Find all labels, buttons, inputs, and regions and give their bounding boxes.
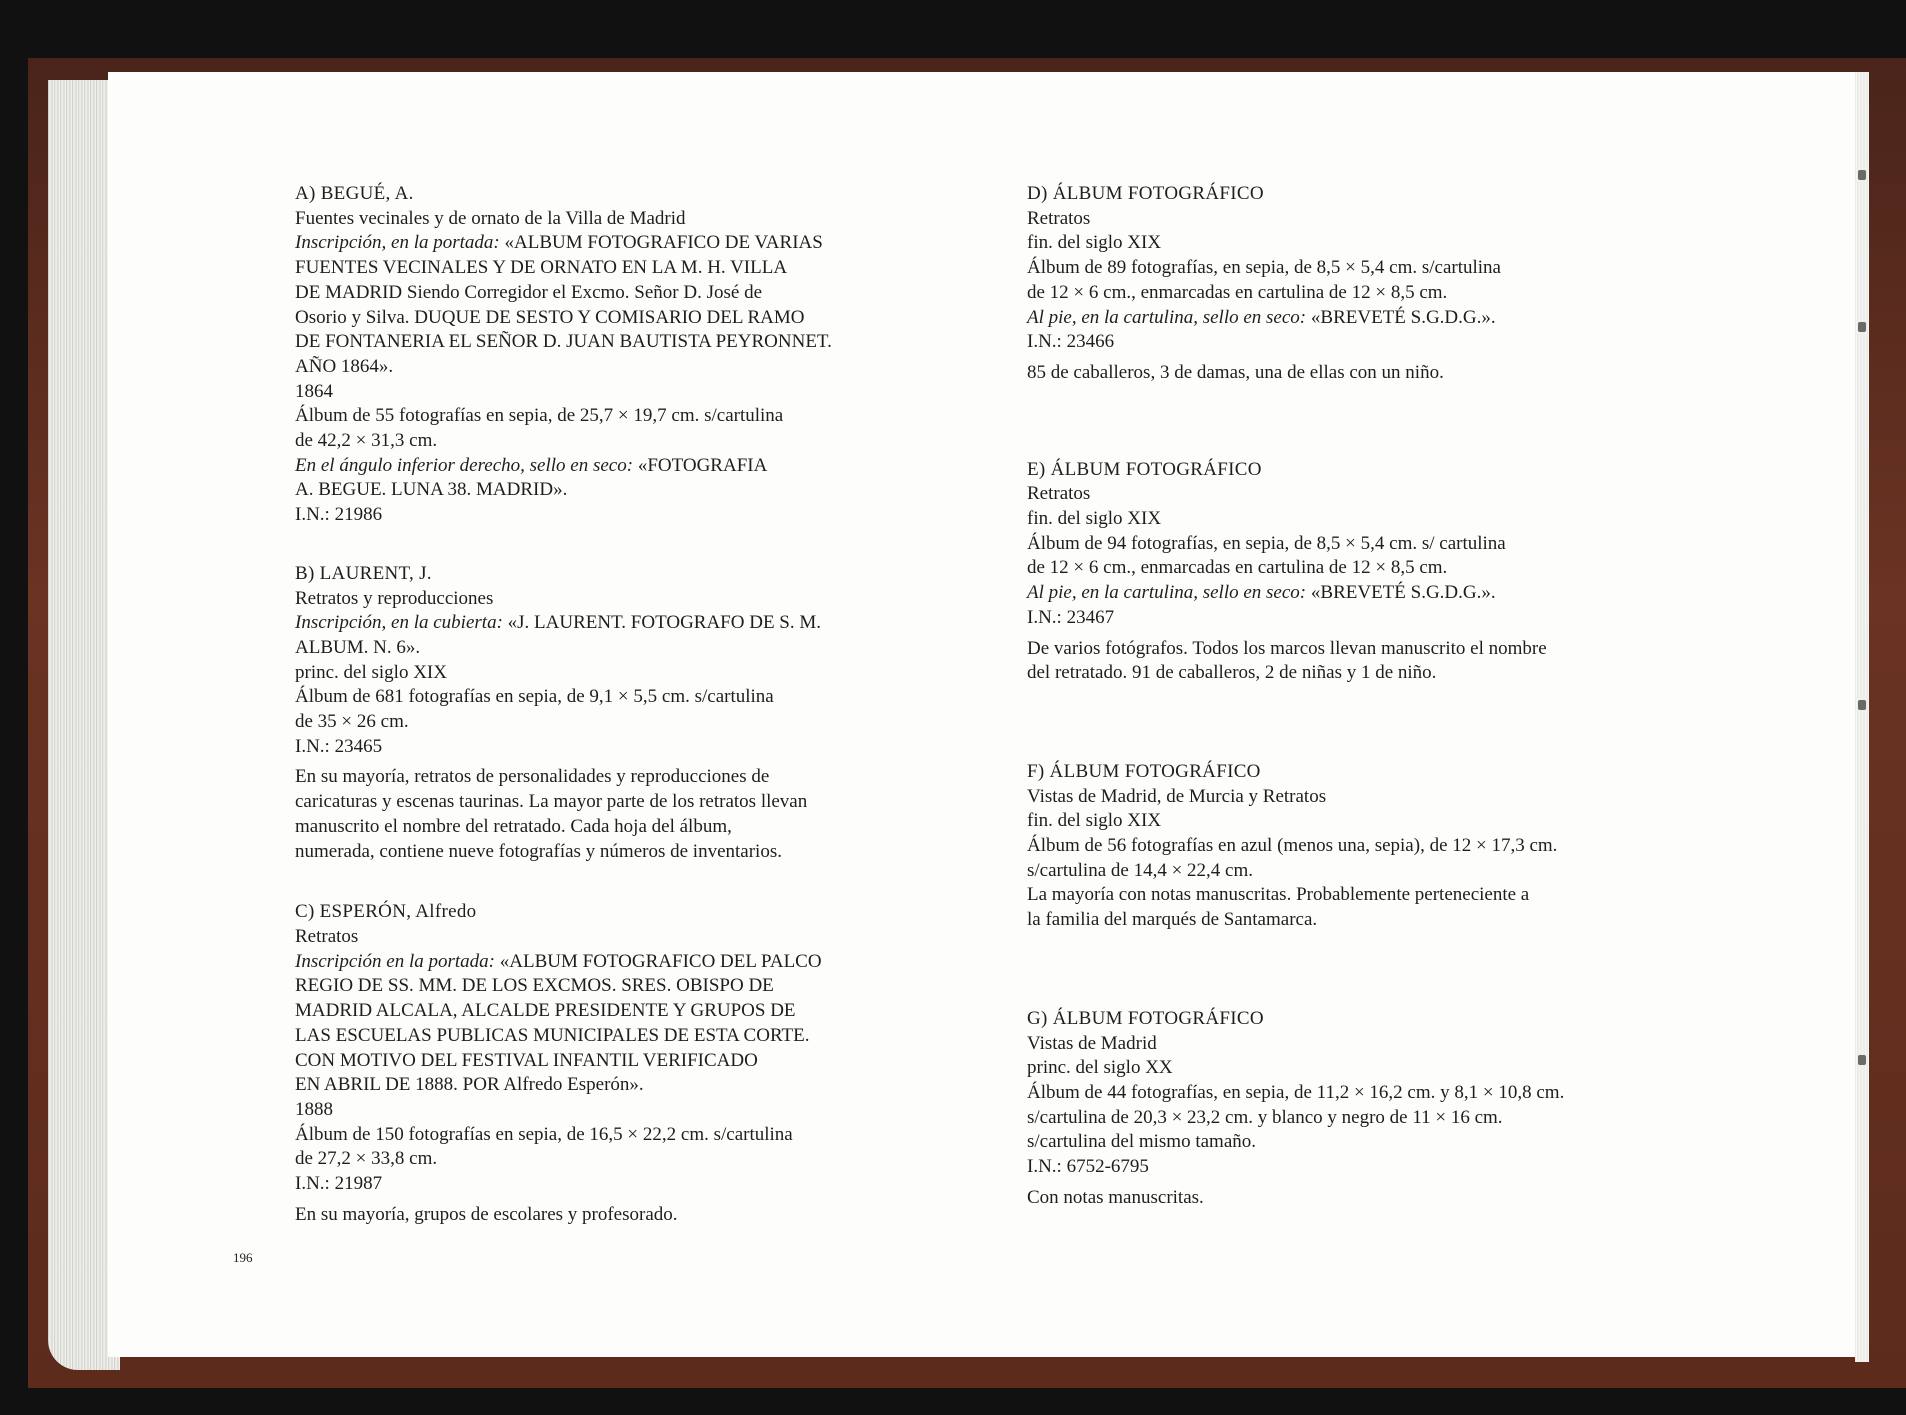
entry-line: 85 de caballeros, 3 de damas, una de ellas con un niño. <box>1027 361 1444 383</box>
entry-line: 1888 <box>295 1098 333 1120</box>
inscription-text: «J. LAURENT. FOTOGRAFO DE S. M. <box>502 612 822 634</box>
entry-line: Con notas manuscritas. <box>1027 1186 1204 1208</box>
inscription-label: En el ángulo inferior derecho, sello en seco: <box>295 454 634 476</box>
catalog-entry-e <box>1027 458 1692 686</box>
entry-line: la familia del marqués de Santamarca. <box>1027 909 1318 931</box>
entry-line: s/cartulina del mismo tamaño. <box>1027 1131 1257 1153</box>
entry-line: LAS ESCUELAS PUBLICAS MUNICIPALES DE ESTA CORTE. <box>295 1024 810 1046</box>
catalog-entry-b <box>295 562 960 864</box>
entry-line: princ. del siglo XIX <box>295 661 447 683</box>
entry-line: CON MOTIVO DEL FESTIVAL INFANTIL VERIFICADO <box>295 1049 758 1071</box>
catalog-entry-a <box>295 182 960 528</box>
catalog-entry-g <box>1027 1007 1692 1211</box>
entry-line: I.N.: 23466 <box>1027 331 1115 353</box>
entry-line: De varios fotógrafos. Todos los marcos llevan manuscrito el nombre <box>1027 637 1547 659</box>
entry-line: Álbum de 150 fotografías en sepia, de 16,5 × 22,2 cm. s/cartulina <box>295 1123 793 1145</box>
entry-line: de 42,2 × 31,3 cm. <box>295 430 438 452</box>
edge-mark <box>1858 700 1866 710</box>
entry-line: DE MADRID Siendo Corregidor el Excmo. Señor D. José de <box>295 281 763 303</box>
entry-heading: C) ESPERÓN, Alfredo <box>295 901 477 923</box>
inscription-line <box>295 231 960 256</box>
entry-heading: D) ÁLBUM FOTOGRÁFICO <box>1027 183 1264 204</box>
entry-line: Osorio y Silva. DUQUE DE SESTO Y COMISARIO DEL RAMO <box>295 306 805 328</box>
entry-line: I.N.: 21986 <box>295 504 383 526</box>
edge-mark <box>1858 170 1866 180</box>
entry-line: La mayoría con notas manuscritas. Probablemente perteneciente a <box>1027 884 1530 906</box>
page-number: 196 <box>233 1250 253 1265</box>
entry-line: fin. del siglo XIX <box>1027 508 1162 530</box>
entry-line: AÑO 1864». <box>295 355 394 377</box>
entry-line: fin. del siglo XIX <box>1027 810 1162 832</box>
entry-line: Retratos y reproducciones <box>295 587 494 609</box>
entry-line: ALBUM. N. 6». <box>295 636 421 658</box>
entry-line: Vistas de Madrid <box>1027 1032 1157 1054</box>
entry-line: MADRID ALCALA, ALCALDE PRESIDENTE Y GRUPOS DE <box>295 1000 796 1022</box>
entry-heading: B) LAURENT, J. <box>295 562 432 584</box>
entry-line: princ. del siglo XX <box>1027 1057 1173 1079</box>
entry-line: I.N.: 23465 <box>295 735 383 757</box>
entry-line: Álbum de 89 fotografías, en sepia, de 8,5 × 5,4 cm. s/cartulina <box>1027 257 1501 279</box>
entry-line: numerada, contiene nueve fotografías y números de inventarios. <box>295 840 782 862</box>
entry-line: Retratos <box>1027 483 1091 505</box>
entry-heading: E) ÁLBUM FOTOGRÁFICO <box>1027 458 1262 480</box>
edge-mark <box>1858 322 1866 332</box>
catalog-entry-d <box>1027 182 1692 386</box>
edge-mark <box>1858 1055 1866 1065</box>
entry-heading: F) ÁLBUM FOTOGRÁFICO <box>1027 760 1261 782</box>
entry-line: Álbum de 44 fotografías, en sepia, de 11,2 × 16,2 cm. y 8,1 × 10,8 cm. <box>1027 1081 1565 1103</box>
inscription-label: Inscripción, en la portada: <box>295 232 500 254</box>
entry-line: de 12 × 6 cm., enmarcadas en cartulina de 12 × 8,5 cm. <box>1027 557 1448 579</box>
catalog-entry-c <box>295 900 960 1227</box>
right-column <box>1027 182 1692 1211</box>
entry-line: En su mayoría, retratos de personalidades y reproducciones de <box>295 766 770 788</box>
entry-line: Álbum de 55 fotografías en sepia, de 25,7 × 19,7 cm. s/cartulina <box>295 405 784 427</box>
inscription-text: «BREVETÉ S.G.D.G.». <box>1306 582 1496 604</box>
entry-line: DE FONTANERIA EL SEÑOR D. JUAN BAUTISTA PEYRONNET. <box>295 331 832 353</box>
entry-line: de 27,2 × 33,8 cm. <box>295 1148 438 1170</box>
entry-line: de 35 × 26 cm. <box>295 711 409 733</box>
entry-line: del retratado. 91 de caballeros, 2 de niñas y 1 de niño. <box>1027 662 1437 684</box>
entry-line: En su mayoría, grupos de escolares y profesorado. <box>295 1203 678 1225</box>
entry-line: I.N.: 23467 <box>1027 606 1115 628</box>
inscription-text: «ALBUM FOTOGRAFICO DE VARIAS <box>499 232 823 254</box>
entry-line: fin. del siglo XIX <box>1027 232 1162 254</box>
entry-line: A. BEGUE. LUNA 38. MADRID». <box>295 479 568 501</box>
inscription-label: Al pie, en la cartulina, sello en seco: <box>1027 306 1307 328</box>
entry-line: Vistas de Madrid, de Murcia y Retratos <box>1027 785 1327 807</box>
inscription-label: Al pie, en la cartulina, sello en seco: <box>1027 582 1307 604</box>
inscription-label: Inscripción, en la cubierta: <box>295 612 503 634</box>
inscription-line <box>295 454 960 479</box>
inscription-text: «FOTOGRAFIA <box>633 454 768 476</box>
entry-line: manuscrito el nombre del retratado. Cada hoja del álbum, <box>295 815 732 837</box>
entry-line: Retratos <box>1027 207 1091 229</box>
entry-line: s/cartulina de 20,3 × 23,2 cm. y blanco y negro de 11 × 16 cm. <box>1027 1106 1503 1128</box>
inscription-line <box>295 950 960 975</box>
entry-heading: A) BEGUÉ, A. <box>295 183 414 204</box>
inscription-text: «BREVETÉ S.G.D.G.». <box>1306 306 1496 328</box>
entry-line: I.N.: 21987 <box>295 1173 383 1195</box>
entry-line: 1864 <box>295 380 333 402</box>
inscription-text: «ALBUM FOTOGRAFICO DEL PALCO <box>495 950 822 972</box>
entry-line: FUENTES VECINALES Y DE ORNATO EN LA M. H. VILLA <box>295 257 788 279</box>
entry-line: de 12 × 6 cm., enmarcadas en cartulina de 12 × 8,5 cm. <box>1027 281 1448 303</box>
entry-line: Retratos <box>295 925 359 947</box>
entry-line: Álbum de 56 fotografías en azul (menos una, sepia), de 12 × 17,3 cm. <box>1027 835 1558 857</box>
inscription-line <box>295 611 960 636</box>
inscription-label: Inscripción en la portada: <box>295 950 496 972</box>
left-column <box>295 182 960 1227</box>
entry-heading: G) ÁLBUM FOTOGRÁFICO <box>1027 1007 1264 1029</box>
entry-line: EN ABRIL DE 1888. POR Alfredo Esperón». <box>295 1074 644 1096</box>
entry-line: Fuentes vecinales y de ornato de la Villa de Madrid <box>295 207 686 229</box>
entry-line: caricaturas y escenas taurinas. La mayor parte de los retratos llevan <box>295 791 808 813</box>
inscription-line <box>1027 306 1692 331</box>
entry-line: s/cartulina de 14,4 × 22,4 cm. <box>1027 859 1253 881</box>
entry-line: I.N.: 6752-6795 <box>1027 1156 1149 1178</box>
catalog-entry-f <box>1027 760 1692 933</box>
entry-line: REGIO DE SS. MM. DE LOS EXCMOS. SRES. OBISPO DE <box>295 975 774 997</box>
page-edges-right <box>1855 72 1869 1362</box>
entry-line: Álbum de 681 fotografías en sepia, de 9,1 × 5,5 cm. s/cartulina <box>295 686 774 708</box>
inscription-line <box>1027 581 1692 606</box>
entry-line: Álbum de 94 fotografías, en sepia, de 8,5 × 5,4 cm. s/ cartulina <box>1027 532 1506 554</box>
